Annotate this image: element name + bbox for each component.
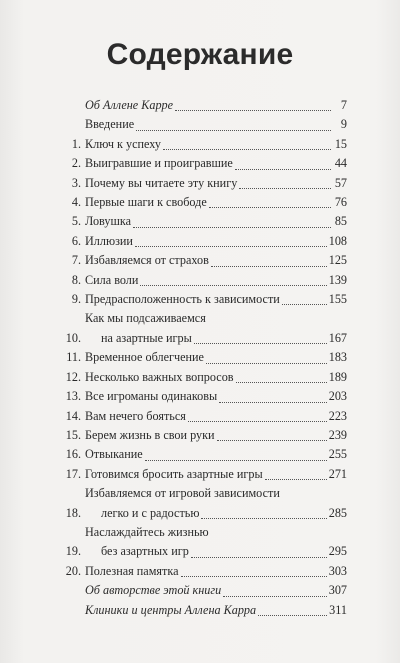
- toc-entry-label: [64, 115, 333, 134]
- page-number: 295: [328, 544, 347, 559]
- toc-entry: [64, 174, 347, 193]
- chapter-number: 14.: [65, 408, 81, 423]
- toc-entry-label: [64, 232, 329, 251]
- chapter-title: Несколько важных вопросов: [85, 369, 234, 384]
- chapter-title: Почему вы читаете эту книгу: [85, 175, 238, 190]
- toc-entry: [64, 212, 347, 231]
- page-number: 239: [328, 427, 347, 442]
- chapter-number: 15.: [65, 427, 81, 442]
- chapter-title: Полезная памятка: [85, 563, 179, 578]
- chapter-number: 17.: [65, 466, 81, 481]
- dot-leader: [194, 342, 327, 344]
- page-number: 271: [328, 466, 347, 481]
- toc-entry: [64, 387, 347, 406]
- dot-leader: [206, 362, 327, 364]
- chapter-number: 6.: [71, 233, 81, 248]
- page-number: 44: [334, 156, 347, 171]
- dot-leader: [239, 187, 331, 189]
- page-number: 183: [328, 350, 347, 365]
- page-number: 76: [334, 195, 347, 210]
- toc-entry-label: [64, 368, 329, 387]
- chapter-number: 11.: [66, 350, 81, 365]
- chapter-number: 2.: [71, 156, 81, 171]
- toc-entry: [64, 251, 347, 270]
- page-number: 85: [334, 214, 347, 229]
- toc-entry: [64, 154, 347, 173]
- chapter-number: 20.: [65, 563, 81, 578]
- chapter-number: 5.: [71, 214, 81, 229]
- chapter-title: Первые шаги к свободе: [85, 195, 207, 210]
- toc-entry: [64, 193, 347, 212]
- toc-entry: [64, 407, 347, 426]
- page-number: 139: [328, 272, 347, 287]
- page-number: 108: [328, 233, 347, 248]
- toc-entry-label: [64, 174, 333, 193]
- toc-entry: [64, 135, 347, 154]
- toc-entry-label: [64, 96, 333, 115]
- toc-entry-label: [64, 193, 333, 212]
- toc-entry-label: [64, 523, 329, 562]
- dot-leader: [191, 556, 327, 558]
- chapter-title: Об авторстве этой книги: [85, 583, 222, 598]
- dot-leader: [181, 575, 327, 577]
- chapter-number: 8.: [71, 272, 81, 287]
- chapter-title: Иллюзии: [85, 233, 133, 248]
- toc-entry-label: [64, 445, 329, 464]
- toc-entry: [64, 96, 347, 115]
- toc-entry-label: [64, 465, 329, 484]
- chapter-title: Об Аллене Карре: [85, 98, 174, 112]
- toc-entry-label: [64, 135, 333, 154]
- chapter-title: Избавляемся от игровой зависимости: [85, 486, 280, 501]
- chapter-title: Временное облегчение: [85, 350, 204, 365]
- chapter-number: 4.: [71, 195, 81, 210]
- dot-leader: [133, 226, 331, 228]
- page-title: Содержание: [106, 38, 294, 71]
- toc-entry-label: [64, 271, 329, 290]
- chapter-title: Готовимся бросить азартные игры: [85, 466, 263, 481]
- page-number: 285: [328, 505, 347, 520]
- toc-entry: [64, 232, 347, 251]
- toc-entry: [64, 484, 347, 523]
- chapter-number: 9.: [71, 292, 81, 307]
- toc-entry-label: [64, 407, 329, 426]
- chapter-number: 19.: [65, 544, 81, 559]
- toc-entry-label: [64, 426, 329, 445]
- dot-leader: [258, 614, 327, 616]
- toc-entry-label: [64, 484, 329, 523]
- toc-entry: [64, 309, 347, 348]
- chapter-title: Выигравшие и проигравшие: [85, 156, 233, 171]
- dot-leader: [265, 478, 327, 480]
- chapter-title: Клиники и центры Аллена Карра: [85, 602, 257, 617]
- dot-leader: [223, 595, 326, 597]
- dot-leader: [201, 517, 326, 519]
- dot-leader: [209, 206, 331, 208]
- page-number: 167: [328, 330, 347, 345]
- toc-entry-label: [64, 212, 333, 231]
- page-number: 311: [329, 602, 347, 617]
- chapter-number: 18.: [65, 505, 81, 520]
- toc-entry-label: [64, 581, 329, 600]
- toc-entry: [64, 348, 347, 367]
- page-number: 255: [328, 447, 347, 462]
- chapter-title: Избавляемся от страхов: [85, 253, 209, 268]
- dot-leader: [211, 265, 327, 267]
- chapter-title: Все игроманы одинаковы: [85, 389, 218, 404]
- toc-entry-label: [64, 154, 333, 173]
- toc-entry: [64, 465, 347, 484]
- chapter-title: Предрасположенность к зависимости: [85, 292, 280, 307]
- table-of-contents: [64, 96, 347, 620]
- chapter-title: Ключ к успеху: [85, 136, 161, 151]
- chapter-title: Введение: [85, 117, 135, 132]
- chapter-title: Как мы подсаживаемся: [85, 311, 206, 326]
- chapter-number: 16.: [65, 447, 81, 462]
- page-number: 15: [334, 136, 347, 151]
- page-number: 155: [328, 292, 347, 307]
- toc-entry: [64, 271, 347, 290]
- toc-entry-label: [64, 251, 329, 270]
- dot-leader: [145, 459, 327, 461]
- toc-entry-label: [64, 290, 329, 309]
- chapter-title: Отвыкание: [85, 447, 143, 462]
- dot-leader: [282, 303, 327, 305]
- page-number: 57: [334, 175, 347, 190]
- toc-entry: [64, 562, 347, 581]
- toc-entry-label: [64, 562, 329, 581]
- dot-leader: [140, 284, 326, 286]
- chapter-title: Вам нечего бояться: [85, 408, 186, 423]
- toc-entry: [64, 601, 347, 620]
- toc-entry: [64, 581, 347, 600]
- toc-entry: [64, 426, 347, 445]
- toc-entry-label: [64, 309, 329, 348]
- chapter-title-continuation: без азартных игр: [101, 544, 189, 559]
- dot-leader: [175, 109, 331, 111]
- dot-leader: [235, 168, 331, 170]
- dot-leader: [219, 401, 327, 403]
- dot-leader: [236, 381, 327, 383]
- dot-leader: [163, 148, 331, 150]
- toc-entry: [64, 445, 347, 464]
- page-number: 7: [340, 98, 347, 112]
- chapter-title: Берем жизнь в свои руки: [85, 427, 215, 442]
- toc-entry: [64, 523, 347, 562]
- toc-entry: [64, 115, 347, 134]
- toc-entry: [64, 368, 347, 387]
- dot-leader: [136, 129, 331, 131]
- chapter-number: 13.: [65, 389, 81, 404]
- chapter-title-continuation: на азартные игры: [101, 330, 192, 345]
- page-number: 203: [328, 389, 347, 404]
- page-number: 9: [340, 117, 347, 132]
- page-number: 307: [328, 583, 347, 598]
- toc-entry-label: [64, 348, 329, 367]
- chapter-number: 1.: [71, 136, 81, 151]
- dot-leader: [135, 245, 327, 247]
- chapter-title: Сила воли: [85, 272, 139, 287]
- dot-leader: [188, 420, 327, 422]
- page-number: 303: [328, 563, 347, 578]
- chapter-number: 12.: [65, 369, 81, 384]
- toc-entry: [64, 290, 347, 309]
- page-number: 223: [328, 408, 347, 423]
- chapter-title: Наслаждайтесь жизнью: [85, 524, 209, 539]
- toc-entry-label: [64, 387, 329, 406]
- page-number: 125: [328, 253, 347, 268]
- chapter-title-continuation: легко и с радостью: [101, 505, 200, 520]
- chapter-number: 3.: [71, 175, 81, 190]
- page-number: 189: [328, 369, 347, 384]
- chapter-title: Ловушка: [85, 214, 132, 229]
- toc-entry-label: [64, 601, 329, 620]
- dot-leader: [217, 439, 327, 441]
- chapter-number: 7.: [71, 253, 81, 268]
- chapter-number: 10.: [65, 330, 81, 345]
